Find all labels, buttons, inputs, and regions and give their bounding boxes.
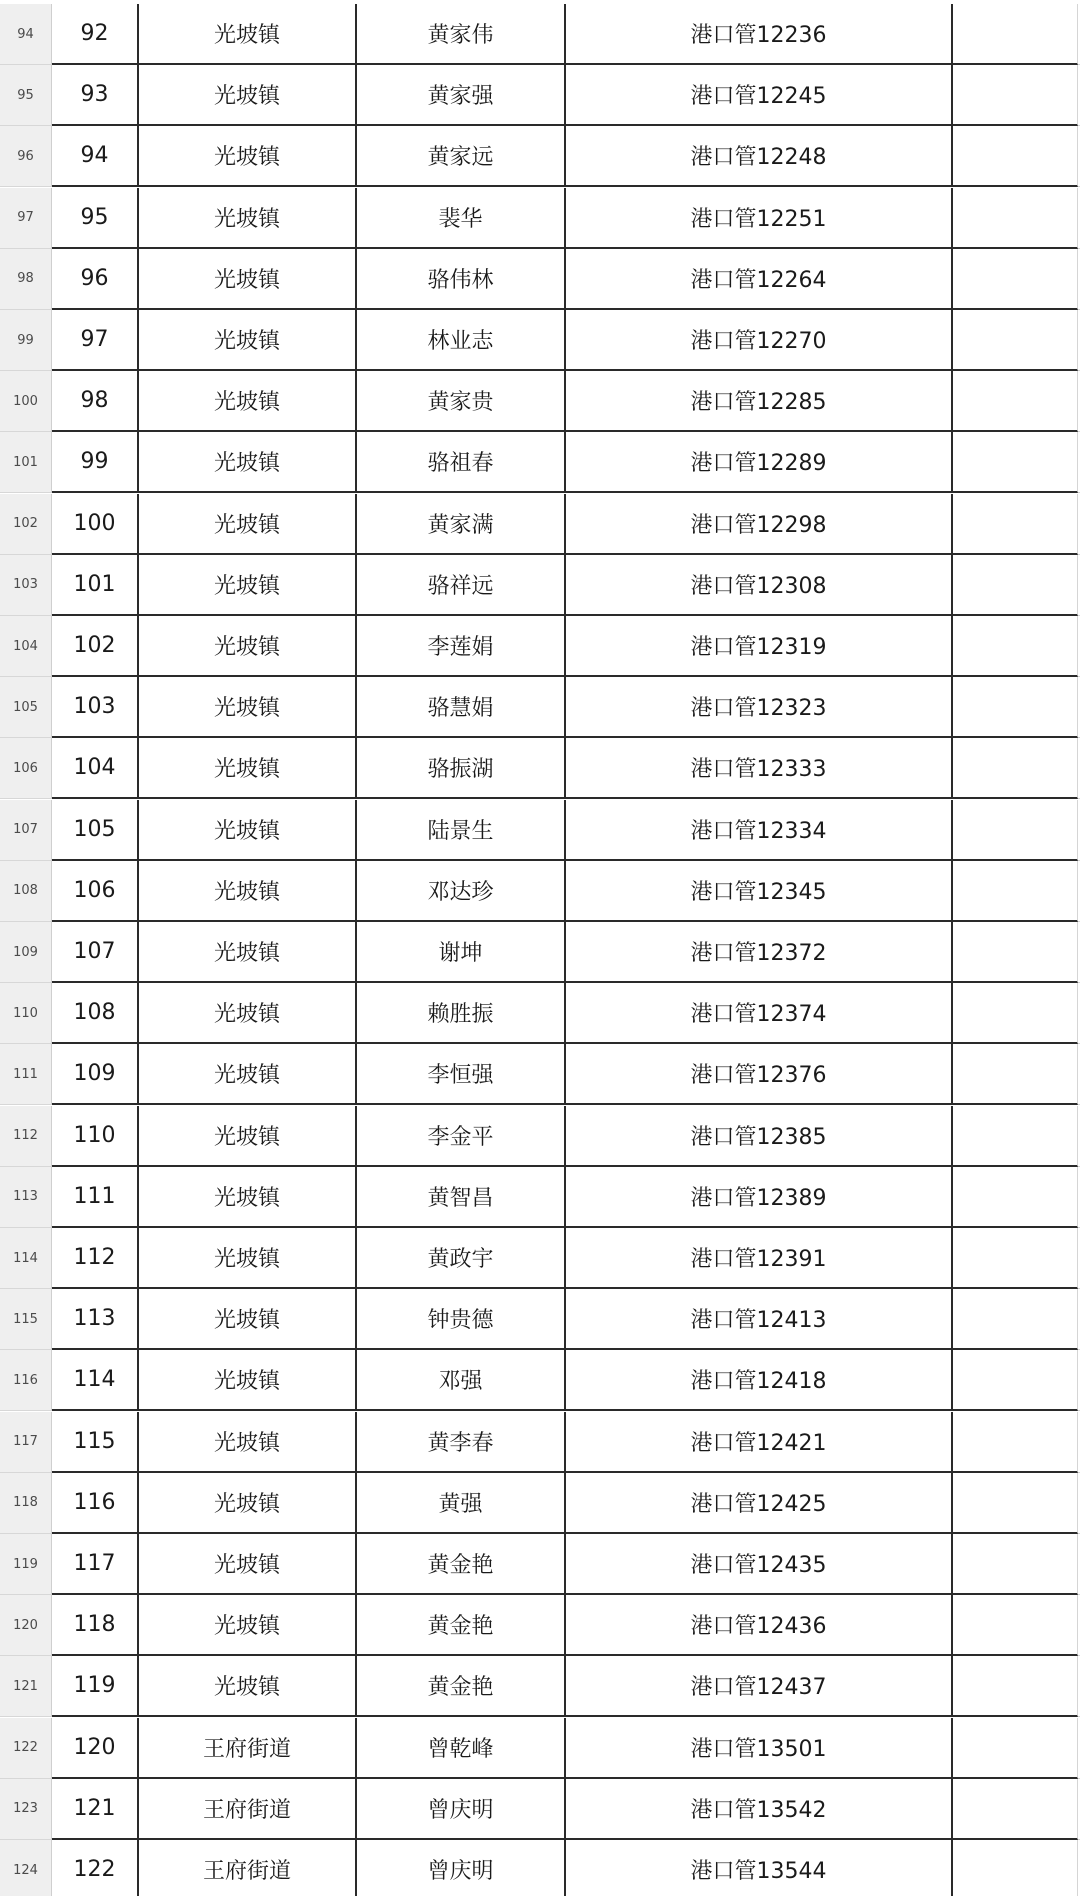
row-number-header[interactable]: 107 — [0, 800, 52, 861]
table-row — [0, 1228, 1080, 1289]
table-row — [0, 1106, 1080, 1167]
cell-town[interactable]: 光坡镇 — [139, 65, 357, 126]
cell-sequence[interactable]: 118 — [52, 1595, 139, 1656]
cell-permit-code[interactable]: 港口管12285 — [566, 371, 953, 432]
cell-empty[interactable] — [953, 1656, 1078, 1717]
cell-permit-code[interactable]: 港口管12413 — [566, 1289, 953, 1350]
cell-permit-code[interactable]: 港口管12391 — [566, 1228, 953, 1289]
cell-sequence[interactable]: 97 — [52, 310, 139, 371]
cell-permit-code[interactable]: 港口管12418 — [566, 1350, 953, 1411]
cell-permit-code[interactable]: 港口管12270 — [566, 310, 953, 371]
cell-sequence[interactable]: 95 — [52, 188, 139, 249]
cell-permit-code[interactable]: 港口管12289 — [566, 432, 953, 493]
table-row — [0, 922, 1080, 983]
cell-sequence[interactable]: 114 — [52, 1350, 139, 1411]
cell-permit-code[interactable]: 港口管12245 — [566, 65, 953, 126]
row-number-header[interactable]: 119 — [0, 1534, 52, 1595]
cell-permit-code[interactable]: 港口管12437 — [566, 1656, 953, 1717]
cell-permit-code[interactable]: 港口管12308 — [566, 555, 953, 616]
cell-permit-code[interactable]: 港口管12248 — [566, 126, 953, 187]
cell-town[interactable]: 王府街道 — [139, 1718, 357, 1779]
row-number-header[interactable]: 122 — [0, 1718, 52, 1779]
cell-town[interactable]: 光坡镇 — [139, 126, 357, 187]
cell-town[interactable]: 光坡镇 — [139, 800, 357, 861]
cell-town[interactable]: 光坡镇 — [139, 4, 357, 65]
table-row — [0, 1167, 1080, 1228]
cell-name[interactable]: 裴华 — [357, 188, 566, 249]
cell-sequence[interactable]: 104 — [52, 738, 139, 799]
cell-empty[interactable] — [953, 616, 1078, 677]
cell-permit-code[interactable]: 港口管12389 — [566, 1167, 953, 1228]
cell-name[interactable]: 骆振湖 — [357, 738, 566, 799]
cell-empty[interactable] — [953, 922, 1078, 983]
cell-name[interactable]: 曾庆明 — [357, 1779, 566, 1840]
cell-name[interactable]: 李金平 — [357, 1106, 566, 1167]
row-number-header[interactable]: 99 — [0, 310, 52, 371]
cell-town[interactable]: 光坡镇 — [139, 310, 357, 371]
cell-town[interactable]: 光坡镇 — [139, 1167, 357, 1228]
table-row — [0, 555, 1080, 616]
cell-empty[interactable] — [953, 555, 1078, 616]
cell-empty[interactable] — [953, 1106, 1078, 1167]
cell-sequence[interactable]: 106 — [52, 861, 139, 922]
cell-name[interactable]: 黄家强 — [357, 65, 566, 126]
cell-sequence[interactable]: 117 — [52, 1534, 139, 1595]
cell-empty[interactable] — [953, 1228, 1078, 1289]
cell-sequence[interactable]: 119 — [52, 1656, 139, 1717]
row-number-header[interactable]: 95 — [0, 65, 52, 126]
cell-permit-code[interactable]: 港口管12372 — [566, 922, 953, 983]
table-row — [0, 1595, 1080, 1656]
cell-sequence[interactable]: 100 — [52, 494, 139, 555]
cell-sequence[interactable]: 98 — [52, 371, 139, 432]
row-number-header[interactable]: 94 — [0, 4, 52, 65]
cell-empty[interactable] — [953, 1840, 1078, 1896]
cell-town[interactable]: 光坡镇 — [139, 677, 357, 738]
cell-name[interactable]: 黄家贵 — [357, 371, 566, 432]
cell-name[interactable]: 黄家满 — [357, 494, 566, 555]
cell-empty[interactable] — [953, 983, 1078, 1044]
cell-town[interactable]: 光坡镇 — [139, 432, 357, 493]
cell-name[interactable]: 林业志 — [357, 310, 566, 371]
cell-name[interactable]: 黄李春 — [357, 1412, 566, 1473]
cell-sequence[interactable]: 107 — [52, 922, 139, 983]
cell-town[interactable]: 光坡镇 — [139, 555, 357, 616]
row-number-header[interactable]: 113 — [0, 1167, 52, 1228]
cell-name[interactable]: 黄金艳 — [357, 1534, 566, 1595]
cell-sequence[interactable]: 105 — [52, 800, 139, 861]
table-row — [0, 126, 1080, 187]
cell-sequence[interactable]: 111 — [52, 1167, 139, 1228]
cell-name[interactable]: 黄强 — [357, 1473, 566, 1534]
cell-permit-code[interactable]: 港口管12385 — [566, 1106, 953, 1167]
cell-sequence[interactable]: 99 — [52, 432, 139, 493]
table-row — [0, 1044, 1080, 1105]
cell-name[interactable]: 李莲娟 — [357, 616, 566, 677]
cell-permit-code[interactable]: 港口管13544 — [566, 1840, 953, 1896]
cell-name[interactable]: 邓强 — [357, 1350, 566, 1411]
table-row — [0, 800, 1080, 861]
cell-permit-code[interactable]: 港口管12376 — [566, 1044, 953, 1105]
row-number-header[interactable]: 121 — [0, 1656, 52, 1717]
row-number-header[interactable]: 124 — [0, 1840, 52, 1896]
row-number-header[interactable]: 120 — [0, 1595, 52, 1656]
table-row — [0, 65, 1080, 126]
table-row — [0, 494, 1080, 555]
cell-town[interactable]: 光坡镇 — [139, 1228, 357, 1289]
cell-town[interactable]: 光坡镇 — [139, 922, 357, 983]
cell-empty[interactable] — [953, 494, 1078, 555]
cell-name[interactable]: 李恒强 — [357, 1044, 566, 1105]
cell-permit-code[interactable]: 港口管12333 — [566, 738, 953, 799]
cell-permit-code[interactable]: 港口管12421 — [566, 1412, 953, 1473]
cell-name[interactable]: 赖胜振 — [357, 983, 566, 1044]
cell-empty[interactable] — [953, 1289, 1078, 1350]
cell-name[interactable]: 黄家伟 — [357, 4, 566, 65]
table-row — [0, 371, 1080, 432]
cell-sequence[interactable]: 110 — [52, 1106, 139, 1167]
table-row — [0, 310, 1080, 371]
cell-sequence[interactable]: 122 — [52, 1840, 139, 1896]
cell-town[interactable]: 光坡镇 — [139, 188, 357, 249]
cell-town[interactable]: 光坡镇 — [139, 494, 357, 555]
cell-empty[interactable] — [953, 188, 1078, 249]
cell-town[interactable]: 光坡镇 — [139, 1289, 357, 1350]
cell-town[interactable]: 光坡镇 — [139, 1595, 357, 1656]
cell-permit-code[interactable]: 港口管12236 — [566, 4, 953, 65]
cell-sequence[interactable]: 101 — [52, 555, 139, 616]
table-row — [0, 1718, 1080, 1779]
cell-town[interactable]: 光坡镇 — [139, 616, 357, 677]
table-row — [0, 616, 1080, 677]
cell-permit-code[interactable]: 港口管12436 — [566, 1595, 953, 1656]
cell-name[interactable]: 黄金艳 — [357, 1595, 566, 1656]
row-number-header[interactable]: 111 — [0, 1044, 52, 1105]
cell-name[interactable]: 骆慧娟 — [357, 677, 566, 738]
cell-empty[interactable] — [953, 1350, 1078, 1411]
cell-empty[interactable] — [953, 65, 1078, 126]
cell-permit-code[interactable]: 港口管12319 — [566, 616, 953, 677]
table-row — [0, 1656, 1080, 1717]
cell-sequence[interactable]: 116 — [52, 1473, 139, 1534]
cell-name[interactable]: 骆祥远 — [357, 555, 566, 616]
cell-town[interactable]: 光坡镇 — [139, 738, 357, 799]
row-number-header[interactable]: 105 — [0, 677, 52, 738]
cell-sequence[interactable]: 102 — [52, 616, 139, 677]
table-row — [0, 188, 1080, 249]
table-row — [0, 1350, 1080, 1411]
table-row — [0, 738, 1080, 799]
cell-sequence[interactable]: 109 — [52, 1044, 139, 1105]
cell-town[interactable]: 光坡镇 — [139, 1534, 357, 1595]
cell-name[interactable]: 黄金艳 — [357, 1656, 566, 1717]
cell-permit-code[interactable]: 港口管13501 — [566, 1718, 953, 1779]
cell-town[interactable]: 光坡镇 — [139, 1044, 357, 1105]
cell-sequence[interactable]: 103 — [52, 677, 139, 738]
table-row — [0, 1840, 1080, 1896]
cell-empty[interactable] — [953, 1718, 1078, 1779]
cell-empty[interactable] — [953, 677, 1078, 738]
table-row — [0, 677, 1080, 738]
cell-permit-code[interactable]: 港口管13542 — [566, 1779, 953, 1840]
cell-empty[interactable] — [953, 1167, 1078, 1228]
cell-sequence[interactable]: 112 — [52, 1228, 139, 1289]
cell-name[interactable]: 谢坤 — [357, 922, 566, 983]
cell-permit-code[interactable]: 港口管12251 — [566, 188, 953, 249]
cell-name[interactable]: 曾庆明 — [357, 1840, 566, 1896]
cell-town[interactable]: 光坡镇 — [139, 1106, 357, 1167]
cell-town[interactable]: 光坡镇 — [139, 1412, 357, 1473]
cell-permit-code[interactable]: 港口管12334 — [566, 800, 953, 861]
cell-permit-code[interactable]: 港口管12323 — [566, 677, 953, 738]
cell-empty[interactable] — [953, 861, 1078, 922]
cell-town[interactable]: 光坡镇 — [139, 371, 357, 432]
row-number-header[interactable]: 112 — [0, 1106, 52, 1167]
cell-permit-code[interactable]: 港口管12425 — [566, 1473, 953, 1534]
row-number-header[interactable]: 115 — [0, 1289, 52, 1350]
table-row — [0, 1534, 1080, 1595]
cell-empty[interactable] — [953, 1473, 1078, 1534]
cell-empty[interactable] — [953, 738, 1078, 799]
cell-empty[interactable] — [953, 1534, 1078, 1595]
cell-town[interactable]: 光坡镇 — [139, 861, 357, 922]
cell-empty[interactable] — [953, 310, 1078, 371]
row-number-header[interactable]: 96 — [0, 126, 52, 187]
row-number-header[interactable]: 104 — [0, 616, 52, 677]
cell-sequence[interactable]: 115 — [52, 1412, 139, 1473]
cell-name[interactable]: 黄家远 — [357, 126, 566, 187]
cell-sequence[interactable]: 94 — [52, 126, 139, 187]
cell-name[interactable]: 陆景生 — [357, 800, 566, 861]
cell-sequence[interactable]: 108 — [52, 983, 139, 1044]
cell-empty[interactable] — [953, 432, 1078, 493]
table-row — [0, 4, 1080, 65]
cell-name[interactable]: 钟贵德 — [357, 1289, 566, 1350]
row-number-header[interactable]: 118 — [0, 1473, 52, 1534]
row-number-header[interactable]: 98 — [0, 249, 52, 310]
row-number-header[interactable]: 116 — [0, 1350, 52, 1411]
cell-empty[interactable] — [953, 1044, 1078, 1105]
row-number-header[interactable]: 103 — [0, 555, 52, 616]
cell-permit-code[interactable]: 港口管12345 — [566, 861, 953, 922]
cell-sequence[interactable]: 92 — [52, 4, 139, 65]
cell-town[interactable]: 光坡镇 — [139, 1656, 357, 1717]
row-number-header[interactable]: 97 — [0, 188, 52, 249]
row-number-header[interactable]: 106 — [0, 738, 52, 799]
row-number-header[interactable]: 101 — [0, 432, 52, 493]
row-number-header[interactable]: 114 — [0, 1228, 52, 1289]
cell-empty[interactable] — [953, 371, 1078, 432]
cell-empty[interactable] — [953, 249, 1078, 310]
cell-permit-code[interactable]: 港口管12264 — [566, 249, 953, 310]
row-number-header[interactable]: 110 — [0, 983, 52, 1044]
cell-name[interactable]: 骆祖春 — [357, 432, 566, 493]
cell-empty[interactable] — [953, 1595, 1078, 1656]
cell-permit-code[interactable]: 港口管12298 — [566, 494, 953, 555]
row-number-header[interactable]: 117 — [0, 1412, 52, 1473]
cell-empty[interactable] — [953, 1412, 1078, 1473]
cell-empty[interactable] — [953, 1779, 1078, 1840]
cell-permit-code[interactable]: 港口管12435 — [566, 1534, 953, 1595]
row-number-header[interactable]: 123 — [0, 1779, 52, 1840]
table-row — [0, 1473, 1080, 1534]
cell-name[interactable]: 邓达珍 — [357, 861, 566, 922]
cell-name[interactable]: 黄政宇 — [357, 1228, 566, 1289]
cell-sequence[interactable]: 93 — [52, 65, 139, 126]
row-number-header[interactable]: 102 — [0, 494, 52, 555]
cell-sequence[interactable]: 120 — [52, 1718, 139, 1779]
table-row — [0, 861, 1080, 922]
cell-town[interactable]: 王府街道 — [139, 1840, 357, 1896]
table-row — [0, 1289, 1080, 1350]
cell-empty[interactable] — [953, 126, 1078, 187]
cell-name[interactable]: 骆伟林 — [357, 249, 566, 310]
cell-sequence[interactable]: 121 — [52, 1779, 139, 1840]
cell-empty[interactable] — [953, 4, 1078, 65]
row-number-header[interactable]: 108 — [0, 861, 52, 922]
table-row — [0, 249, 1080, 310]
row-number-header[interactable]: 109 — [0, 922, 52, 983]
cell-town[interactable]: 王府街道 — [139, 1779, 357, 1840]
table-row — [0, 983, 1080, 1044]
table-row — [0, 432, 1080, 493]
cell-sequence[interactable]: 96 — [52, 249, 139, 310]
cell-permit-code[interactable]: 港口管12374 — [566, 983, 953, 1044]
table-row — [0, 1412, 1080, 1473]
cell-town[interactable]: 光坡镇 — [139, 1350, 357, 1411]
cell-town[interactable]: 光坡镇 — [139, 983, 357, 1044]
row-number-header[interactable]: 100 — [0, 371, 52, 432]
cell-name[interactable]: 曾乾峰 — [357, 1718, 566, 1779]
cell-empty[interactable] — [953, 800, 1078, 861]
cell-town[interactable]: 光坡镇 — [139, 249, 357, 310]
table-row — [0, 1779, 1080, 1840]
cell-town[interactable]: 光坡镇 — [139, 1473, 357, 1534]
cell-sequence[interactable]: 113 — [52, 1289, 139, 1350]
cell-name[interactable]: 黄智昌 — [357, 1167, 566, 1228]
